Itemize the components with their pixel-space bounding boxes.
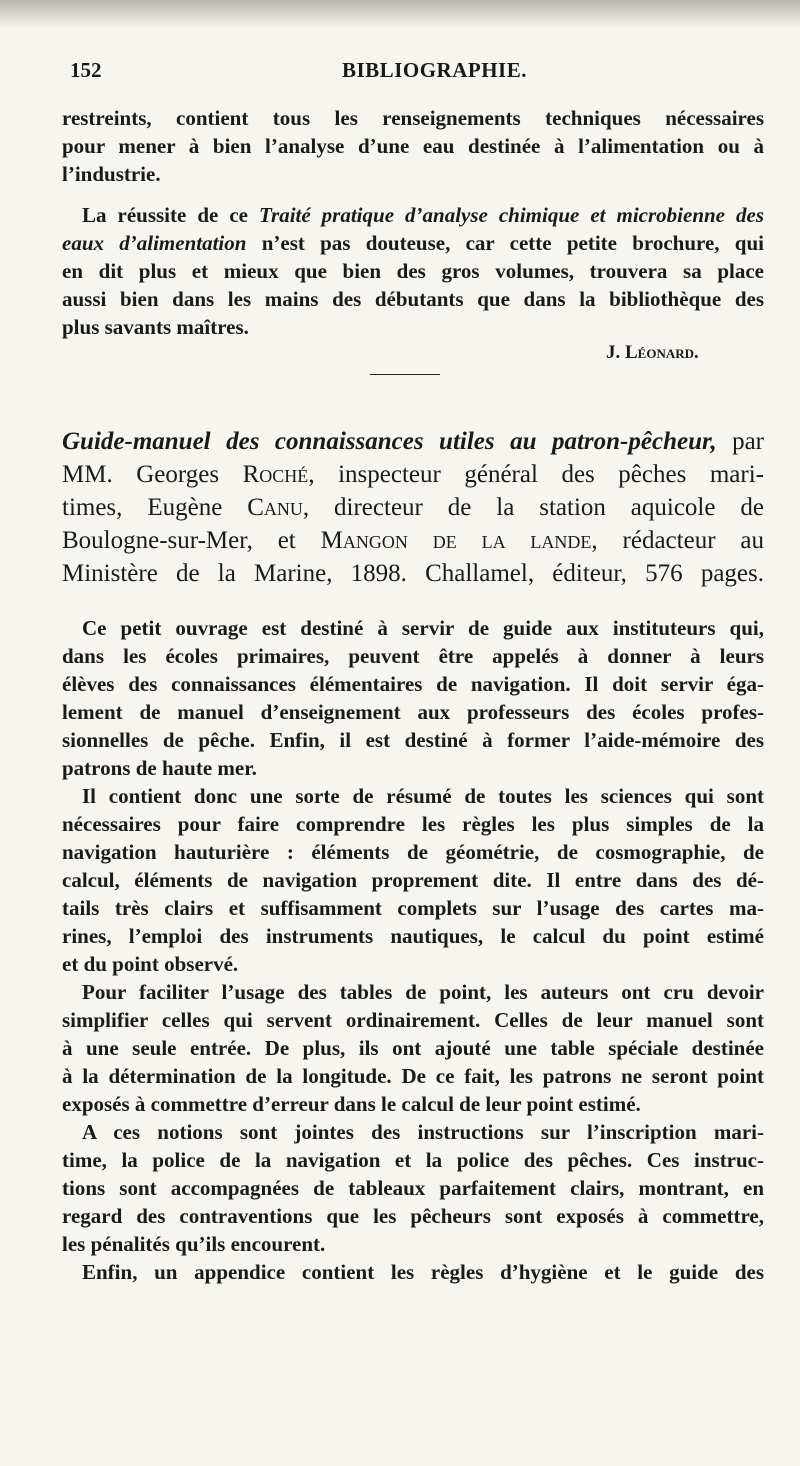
paragraph-review [62, 201, 764, 341]
text-run: , directeur de la station aquicole de [302, 494, 764, 521]
text-line: A ces notions sont jointes des instructions sur l’inscription mari- [82, 1120, 764, 1144]
section-divider [370, 374, 440, 375]
text-line [62, 524, 764, 557]
text-run: La réussite de ce [82, 203, 259, 227]
text-line: Ce petit ouvrage est destiné à servir de guide aux instituteurs qui, [82, 616, 764, 640]
text-line [62, 201, 764, 229]
text-line: pour mener à bien l’analyse d’une eau destinée à l’alimentation ou à [62, 134, 764, 158]
text-run: par [716, 428, 765, 455]
author-name: Canu [247, 494, 303, 521]
text-line: plus savants maîtres. [62, 315, 249, 339]
page-number: 152 [70, 58, 102, 82]
text-run: , inspecteur général des pêches mari- [308, 461, 764, 488]
text-line: en dit plus et mieux que bien des gros volumes, trouvera sa place [62, 259, 764, 283]
text-line: restreints, contient tous les renseignements techniques nécessaires [62, 106, 764, 130]
text-line: à une seule entrée. De plus, ils ont ajouté une table spéciale destinée [62, 1036, 764, 1060]
text-line: à la détermination de la longitude. De ce fait, les patrons ne seront point [62, 1064, 764, 1088]
author-name: Roché [242, 461, 309, 488]
text-line: sionnelles de pêche. Enfin, il est destiné à former l’aide-mémoire des [62, 728, 764, 752]
text-line: regard des contraventions que les pêcheurs sont exposés à commettre, [62, 1204, 764, 1228]
text-line: calcul, éléments de navigation proprement dite. Il entre dans des dé- [62, 868, 764, 892]
page-edge-shadow [0, 0, 800, 28]
text-line: élèves des connaissances élémentaires de navigation. Il doit servir éga- [62, 672, 764, 696]
text-line: nécessaires pour faire comprendre les règles les plus simples de la [62, 812, 764, 836]
text-line: et du point observé. [62, 952, 239, 976]
review-body [62, 614, 764, 1286]
text-line: Enfin, un appendice contient les règles d’hygiène et le guide des [82, 1260, 764, 1284]
paragraph-intro [62, 104, 764, 188]
text-run: n’est pas douteuse, car cette petite brochure, qui [246, 231, 764, 255]
running-head: BIBLIOGRAPHIE. [342, 58, 527, 82]
text-line: simplifier celles qui servent ordinairement. Celles de leur manuel sont [62, 1008, 764, 1032]
text-line: tions sont accompagnées de tableaux parfaitement clairs, montrant, en [62, 1176, 764, 1200]
book-title-italic: Traité pratique d’analyse chimique et microbienne des [258, 203, 764, 227]
text-line: Pour faciliter l’usage des tables de point, les auteurs ont cru devoir [82, 980, 764, 1004]
text-line [62, 491, 764, 524]
text-line [62, 425, 764, 458]
entry-title: Guide-manuel des connaissances utiles au patron-pêcheur, [62, 428, 717, 455]
author-signature: J. Léonard. [606, 342, 699, 363]
text-line: tails très clairs et suffisamment complets sur l’usage des cartes ma- [62, 896, 764, 920]
text-line: Ministère de la Marine, 1898. Challamel, éditeur, 576 pages. [62, 560, 764, 587]
text-run: times, Eugène [62, 494, 248, 521]
text-line [62, 229, 764, 257]
text-line: lement de manuel d’enseignement aux professeurs des écoles profes- [62, 700, 764, 724]
text-line: time, la police de la navigation et la police des pêches. Ces instruc- [62, 1148, 764, 1172]
text-line: navigation hauturière : éléments de géométrie, de cosmographie, de [62, 840, 764, 864]
author-name: Mangon de la lande [320, 527, 592, 554]
page-header [70, 58, 750, 90]
text-line: Il contient donc une sorte de résumé de toutes les sciences qui sont [82, 784, 764, 808]
text-line: exposés à commettre d’erreur dans le calcul de leur point estimé. [62, 1092, 641, 1116]
text-run: MM. Georges [62, 461, 243, 488]
text-run: , rédacteur au [591, 527, 764, 554]
text-line: rines, l’emploi des instruments nautiques, le calcul du point estimé [62, 924, 764, 948]
text-line: aussi bien dans les mains des débutants que dans la bibliothèque des [62, 287, 764, 311]
text-line [62, 458, 764, 491]
text-line: les pénalités qu’ils encourent. [62, 1232, 326, 1256]
text-run: Boulogne-sur-Mer, et [62, 527, 321, 554]
bibliographic-entry [62, 425, 764, 590]
text-line: patrons de haute mer. [62, 756, 257, 780]
text-line: dans les écoles primaires, peuvent être appelés à donner à leurs [62, 644, 764, 668]
text-line: l’industrie. [62, 162, 161, 186]
book-title-italic: eaux d’alimentation [62, 231, 247, 255]
